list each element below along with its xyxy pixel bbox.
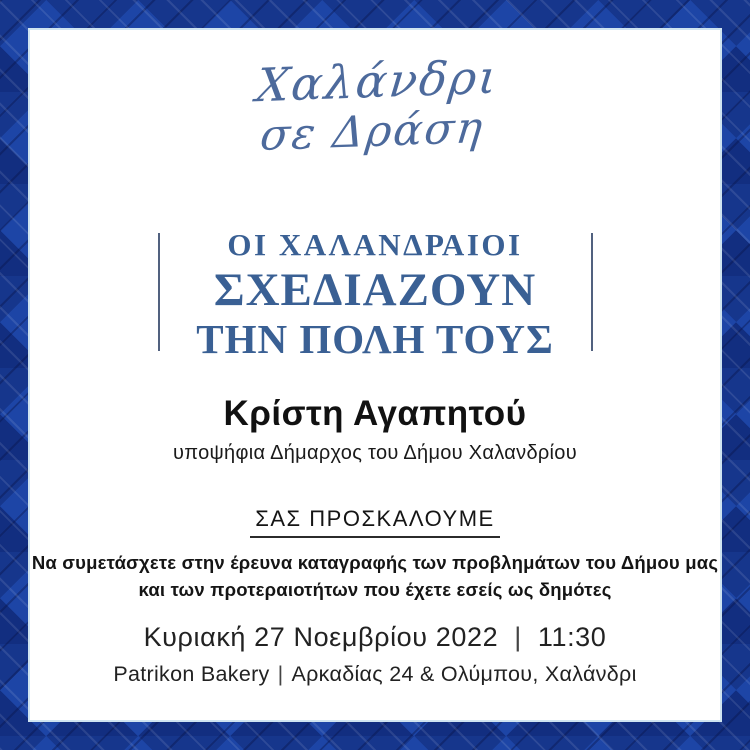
event-date-time [30,622,720,653]
event-details [30,622,720,687]
invitation-body [30,550,720,604]
event-venue: Patrikon Bakery [113,662,270,686]
venue-address-separator: | [277,662,284,686]
candidate-block [30,394,720,465]
main-heading [30,228,720,362]
heading-line-2: ΣΧΕΔΙΑΖΟΥΝ [213,263,537,316]
candidate-name: Κρίστη Αγαπητού [223,394,527,433]
invitation-block [30,506,720,604]
heading-line-1: ΟΙ ΧΑΛΑΝΔΡΑΙΟΙ [227,227,523,262]
event-address: Αρκαδίας 24 & Ολύμπου, Χαλάνδρι [291,662,637,686]
candidate-role: υποψήφια Δήμαρχος του Δήμου Χαλανδρίου [173,442,577,464]
invitation-text-line-2: και των προτεραιοτήτων που έχετε εσείς ως δημότες [138,578,612,600]
invitation-title: ΣΑΣ ΠΡΟΣΚΑΛΟΥΜΕ [250,506,499,538]
heading-line-3: ΤΗΝ ΠΟΛΗ ΤΟΥΣ [196,316,554,363]
event-location [30,662,720,687]
logo-chalandri-se-drasi [23,44,726,168]
event-date: Κυριακή 27 Νοεμβρίου 2022 [143,622,499,652]
event-time: 11:30 [537,622,607,652]
date-time-separator: | [514,622,522,652]
invitation-text-line-1: Να συμετάσχετε στην έρευνα καταγραφής των προβλημάτων του Δήμου μας [31,552,719,573]
invitation-card [30,30,720,720]
logo-line-2: σε Δράση [257,102,487,161]
logo-line-1: Χαλάνδρι [253,49,502,113]
